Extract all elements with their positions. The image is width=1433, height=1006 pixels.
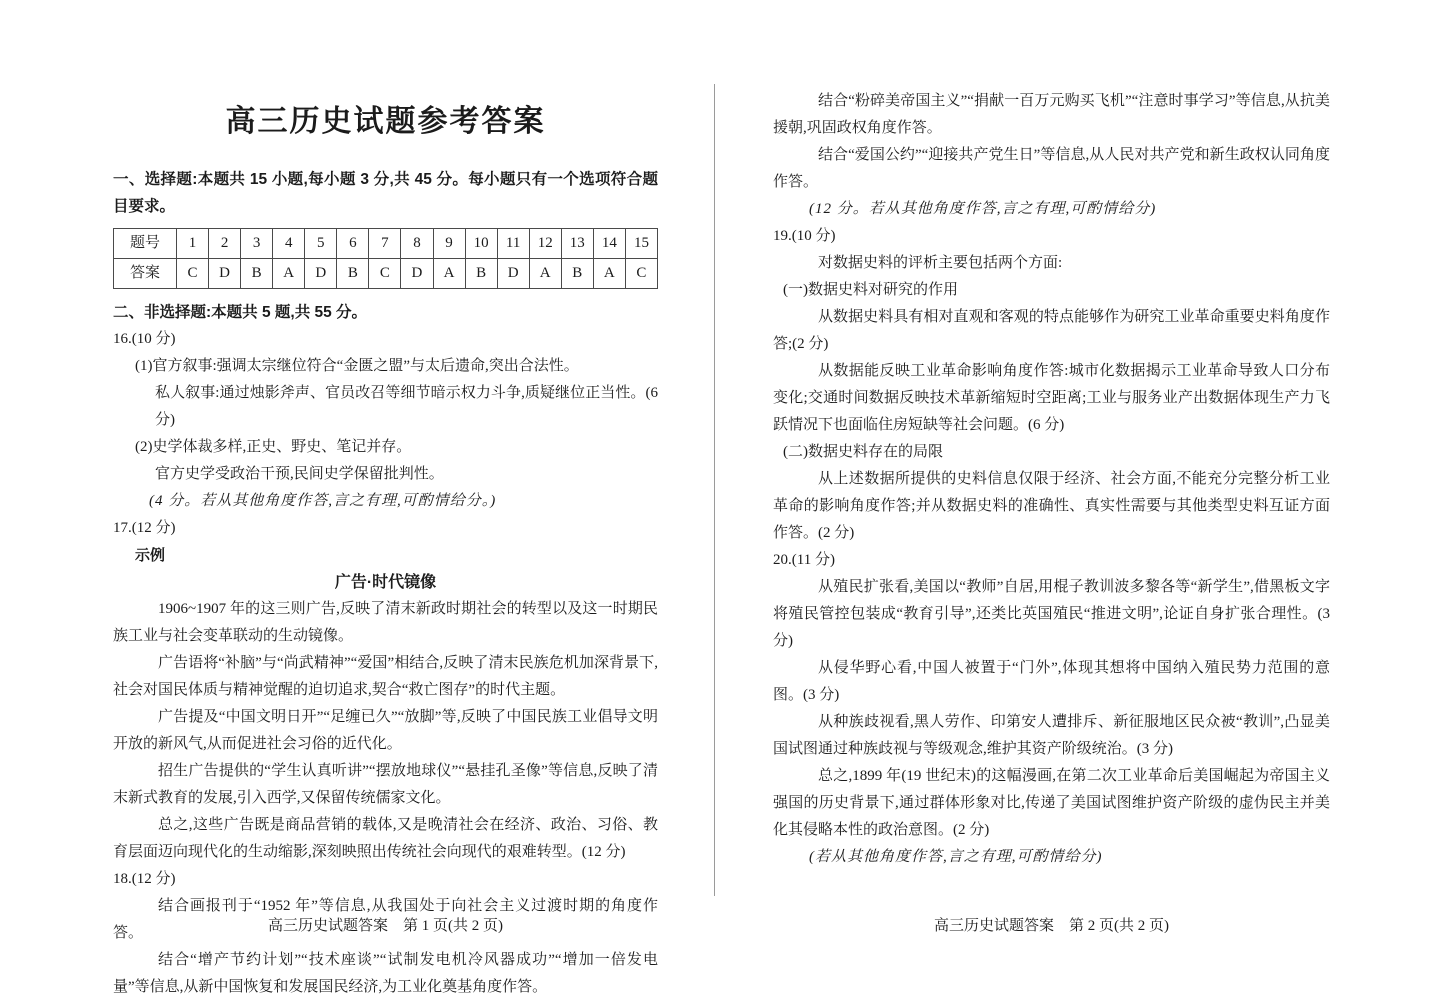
question-number-cell: 9: [433, 229, 465, 259]
page-2-column: [773, 0, 1330, 871]
answer-key-table: [113, 228, 658, 289]
answer-paragraph: 从数据能反映工业革命影响角度作答:城市化数据揭示工业革命导致人口分布变化;交通时间数据反映技术革新缩短时空距离;工业与服务业产出数据体现生产力飞跃情况下也面临住房短缺等社会问题。(6 分): [773, 363, 1330, 433]
question-number-cell: 13: [561, 229, 593, 259]
section-2-heading: 二、非选择题:本题共 5 题,共 55 分。: [113, 304, 368, 321]
answer-paragraph: 从上述数据所提供的史料信息仅限于经济、社会方面,不能充分完整分析工业革命的影响角度作答;并从数据史料的准确性、真实性需要与其他类型史料互证方面作答。(2 分): [773, 471, 1330, 541]
answer-paragraph: 从殖民扩张看,美国以“教师”自居,用棍子教训波多黎各等“新学生”,借黑板文字将殖民管控包装成“教育引导”,还类比英国殖民“推进文明”,论证自身扩张合理性。(3 分): [773, 579, 1330, 649]
answer-cell: D: [209, 259, 241, 289]
answer-cell: D: [401, 259, 433, 289]
question-number-cell: 12: [529, 229, 561, 259]
answer-paragraph: 从种族歧视看,黑人劳作、印第安人遭排斥、新征服地区民众被“教训”,凸显美国试图通过种族歧视与等级观念,维护其资产阶级统治。(3 分): [773, 714, 1330, 757]
question-number-cell: 6: [337, 229, 369, 259]
answer-paragraph: 总之,这些广告既是商品营销的载体,又是晚清社会在经济、政治、习俗、教育层面迈向现代化的生动缩影,深刻映照出传统社会向现代的艰难转型。(12 分): [113, 817, 658, 860]
answer-paragraph: 总之,1899 年(19 世纪末)的这幅漫画,在第二次工业革命后美国崛起为帝国主义强国的历史背景下,通过群体形象对比,传递了美国试图维护资产阶级的虚伪民主并美化其侵略本性的政治意图。(2 分): [773, 768, 1330, 838]
answer-paragraph: 结合“增产节约计划”“技术座谈”“试制发电机冷风器成功”“增加一倍发电量”等信息,从新中国恢复和发展国民经济,为工业化奠基角度作答。: [113, 952, 658, 995]
answer-line: (2)史学体裁多样,正史、野史、笔记并存。: [135, 439, 412, 455]
question-19-heading: 19.(10 分): [773, 228, 836, 244]
question-number-cell: 4: [273, 229, 305, 259]
answer-paragraph: 从侵华野心看,中国人被置于“门外”,体现其想将中国纳入殖民势力范围的意图。(3 分): [773, 660, 1330, 703]
row-label-question-number: 题号: [114, 229, 177, 259]
question-number-cell: 2: [209, 229, 241, 259]
page-2-footer: 高三历史试题答案 第 2 页(共 2 页): [934, 918, 1169, 934]
page-1-column: [113, 0, 658, 1001]
row-label-answer: 答案: [114, 259, 177, 289]
answer-cell: A: [593, 259, 625, 289]
answer-paragraph: 从数据史料具有相对直观和客观的特点能够作为研究工业革命重要史料角度作答;(2 分): [773, 309, 1330, 352]
answer-cell: C: [369, 259, 401, 289]
answer-line: 官方史学受政治干预,民间史学保留批判性。: [155, 466, 444, 482]
essay-title: 广告·时代镜像: [334, 574, 437, 591]
answer-cell: C: [177, 259, 209, 289]
question-number-cell: 14: [593, 229, 625, 259]
answer-line: (1)官方叙事:强调太宗继位符合“金匮之盟”与太后遗命,突出合法性。: [135, 358, 579, 374]
question-number-cell: 7: [369, 229, 401, 259]
question-number-cell: 1: [177, 229, 209, 259]
answer-paragraph: 1906~1907 年的这三则广告,反映了清末新政时期社会的转型以及这一时期民族工业与社会变革联动的生动镜像。: [113, 601, 658, 644]
page-1-footer: 高三历史试题答案 第 1 页(共 2 页): [268, 918, 503, 934]
section-1-heading: 一、选择题:本题共 15 小题,每小题 3 分,共 45 分。每小题只有一个选项符合题目要求。: [113, 171, 658, 215]
answer-paragraph: 招生广告提供的“学生认真听讲”“摆放地球仪”“悬挂孔圣像”等信息,反映了清末新式教育的发展,引入西学,又保留传统儒家文化。: [113, 763, 658, 806]
question-number-cell: 15: [625, 229, 657, 259]
answer-paragraph: 广告语将“补脑”与“尚武精神”“爱国”相结合,反映了清末民族危机加深背景下,社会对国民体质与精神觉醒的迫切追求,契合“救亡图存”的时代主题。: [113, 655, 658, 698]
answer-cell: B: [241, 259, 273, 289]
answer-cell: D: [497, 259, 529, 289]
question-20-heading: 20.(11 分): [773, 552, 835, 568]
answer-paragraph: 对数据史料的评析主要包括两个方面:: [818, 255, 1063, 271]
question-number-cell: 8: [401, 229, 433, 259]
question-number-cell: 5: [305, 229, 337, 259]
answer-cell: B: [337, 259, 369, 289]
answer-cell: A: [433, 259, 465, 289]
answer-cell: B: [465, 259, 497, 289]
answer-cell: C: [625, 259, 657, 289]
question-18-heading: 18.(12 分): [113, 871, 176, 887]
answer-line: 私人叙事:通过烛影斧声、官员改召等细节暗示权力斗争,质疑继位正当性。(6 分): [155, 385, 658, 428]
grading-note: (若从其他角度作答,言之有理,可酌情给分): [809, 849, 1103, 865]
answer-paragraph: 结合“粉碎美帝国主义”“捐献一百万元购买飞机”“注意时事学习”等信息,从抗美援朝,巩固政权角度作答。: [773, 93, 1330, 136]
answer-row: [114, 259, 658, 289]
question-number-cell: 11: [497, 229, 529, 259]
grading-note: (12 分。若从其他角度作答,言之有理,可酌情给分): [809, 201, 1157, 217]
question-number-row: [114, 229, 658, 259]
answer-cell: B: [561, 259, 593, 289]
answer-paragraph: 结合“爱国公约”“迎接共产党生日”等信息,从人民对共产党和新生政权认同角度作答。: [773, 147, 1330, 190]
answer-paragraph: 结合画报刊于“1952 年”等信息,从我国处于向社会主义过渡时期的角度作答。: [113, 898, 658, 941]
answer-cell: A: [273, 259, 305, 289]
question-16-heading: 16.(10 分): [113, 331, 176, 347]
answer-subheading: (一)数据史料对研究的作用: [783, 282, 958, 298]
answer-subheading: (二)数据史料存在的局限: [783, 444, 943, 460]
grading-note: (4 分。若从其他角度作答,言之有理,可酌情给分。): [149, 493, 497, 509]
question-number-cell: 10: [465, 229, 497, 259]
question-number-cell: 3: [241, 229, 273, 259]
example-label: 示例: [135, 547, 166, 564]
question-17-heading: 17.(12 分): [113, 520, 176, 536]
page-title: 高三历史试题参考答案: [225, 105, 546, 138]
page-divider: [714, 84, 715, 896]
answer-cell: D: [305, 259, 337, 289]
answer-paragraph: 广告提及“中国文明日开”“足缠已久”“放脚”等,反映了中国民族工业倡导文明开放的新风气,从而促进社会习俗的近代化。: [113, 709, 658, 752]
answer-cell: A: [529, 259, 561, 289]
